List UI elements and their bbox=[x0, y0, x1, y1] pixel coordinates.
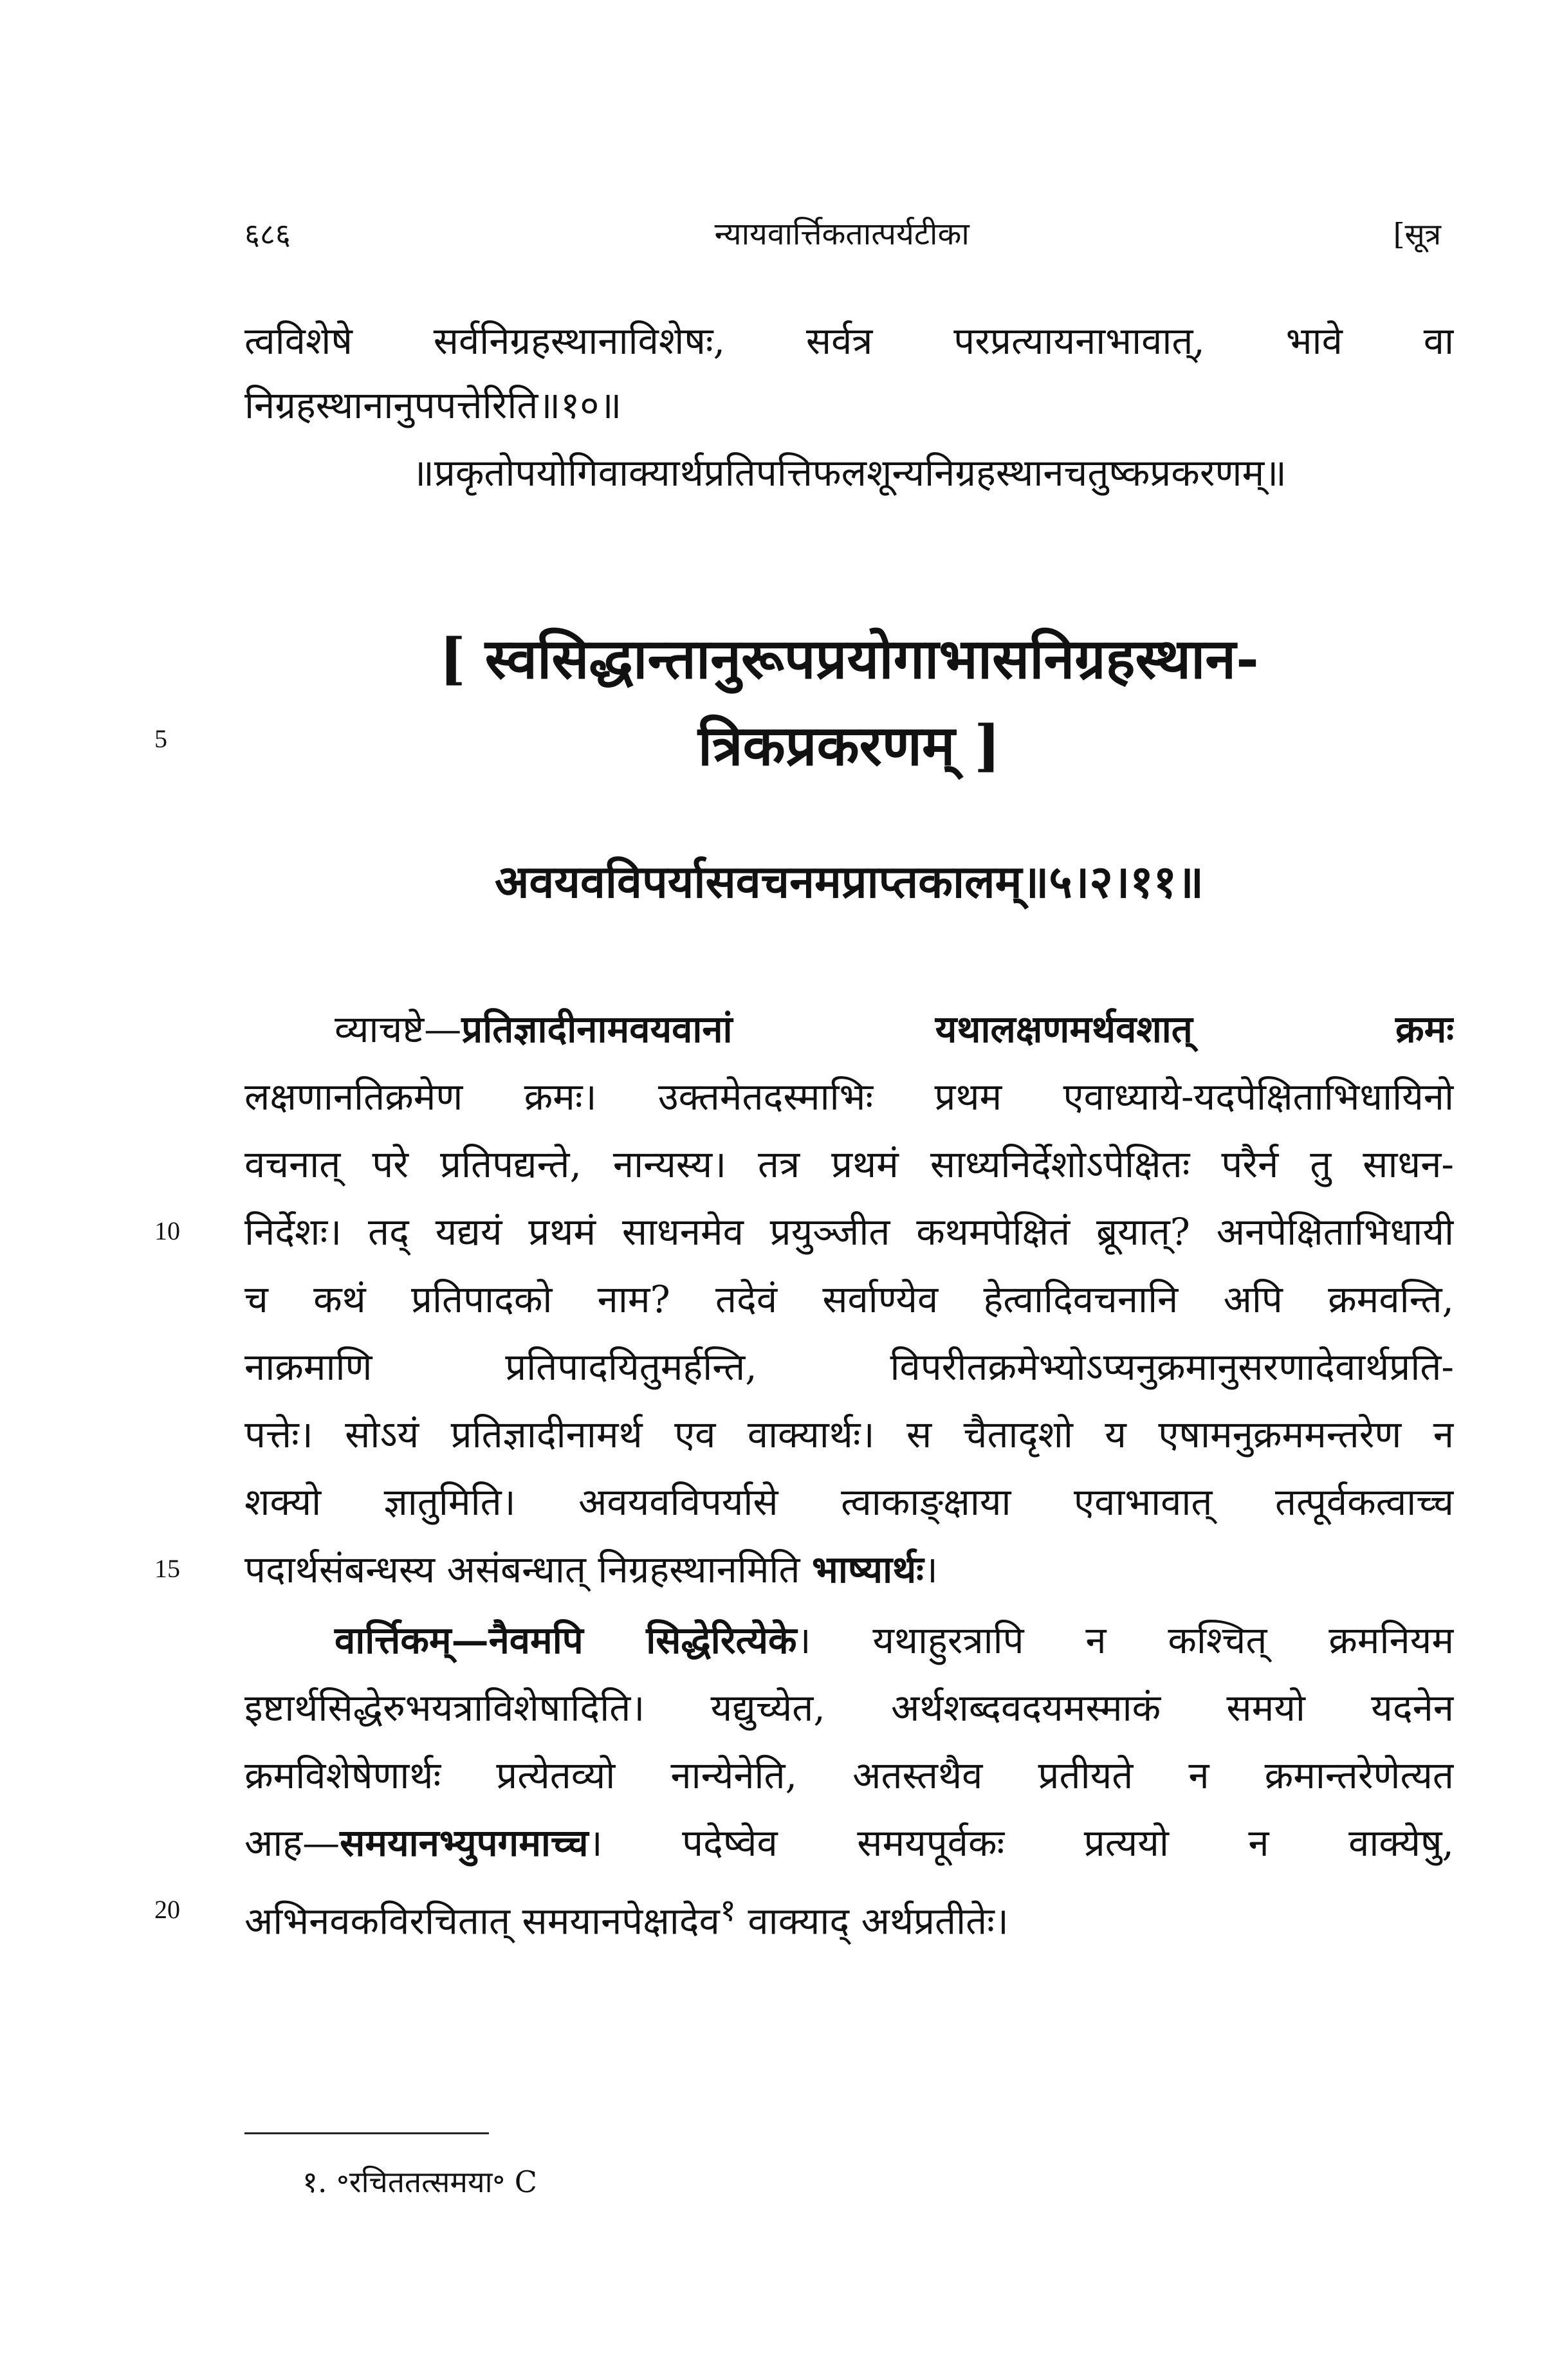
text-line: वचनात् परे प्रतिपद्यन्ते, नान्यस्य। तत्र प्रथमं साध्यनिर्देशोऽपेक्षितः परैर्न तु साधन- bbox=[244, 1142, 1454, 1186]
bold-text-run: वार्त्तिकम्—नैवमपि सिद्धेरित्येके bbox=[335, 1618, 797, 1662]
text-line: निग्रहस्थानानुपपत्तेरिति॥१०॥ bbox=[244, 383, 622, 427]
bold-text-run: प्रतिज्ञादीनामवयवानां यथालक्षणमर्थवशात् क्रमः bbox=[461, 1007, 1454, 1051]
text-line bbox=[244, 1611, 1454, 1669]
text-line bbox=[244, 1881, 1454, 1950]
text-run: । bbox=[923, 1548, 938, 1591]
text-line: त्वविशेषे सर्वनिग्रहस्थानाविशेषः, सर्वत्र परप्रत्यायनाभावात्, भावे वा bbox=[244, 319, 1454, 363]
section-title-line-1: [ स्वसिद्धान्तानुरूपप्रयोगाभासनिग्रहस्थान- bbox=[439, 627, 1259, 691]
text-run: आह— bbox=[244, 1821, 340, 1865]
text-line: लक्षणानतिक्रमेण क्रमः। उक्तमेतदस्माभिः प्रथम एवाध्याये-यदपेक्षिताभिधायिनो bbox=[244, 1075, 1454, 1119]
line-number: 5 bbox=[154, 724, 167, 753]
text-run: पदार्थसंबन्धस्य असंबन्धात् निग्रहस्थानमिति bbox=[244, 1548, 813, 1591]
bold-text-run: समयानभ्युपगमाच्च bbox=[340, 1821, 589, 1865]
text-line bbox=[244, 1000, 1454, 1058]
text-line: इष्टार्थसिद्धेरुभयत्राविशेषादिति। यद्युच्येत, अर्थशब्दवदयमस्माकं समयो यदनेन bbox=[244, 1686, 1454, 1730]
section-marker: [सूत्र bbox=[1393, 217, 1441, 252]
section-title-line-2: त्रिकप्रकरणम् ] bbox=[697, 713, 1001, 778]
text-run: अभिनवकविरचितात् समयानपेक्षादेव bbox=[244, 1899, 720, 1943]
text-line bbox=[244, 1814, 1454, 1872]
text-run: । यथाहुरत्रापि न कश्चित् क्रमनियम bbox=[796, 1618, 1454, 1662]
line-number: 20 bbox=[154, 1895, 180, 1924]
line-number: 15 bbox=[154, 1554, 180, 1583]
sutra-heading: अवयवविपर्यासवचनमप्राप्तकालम्॥५।२।११॥ bbox=[494, 855, 1204, 908]
bold-text-run: भाष्यार्थः bbox=[812, 1548, 924, 1591]
text-line: क्रमविशेषेणार्थः प्रत्येतव्यो नान्येनेति, अतस्तथैव प्रतीयते न क्रमान्तरेणेत्यत bbox=[244, 1753, 1454, 1797]
text-line: निर्देशः। तद् यद्ययं प्रथमं साधनमेव प्रयुञ्जीत कथमपेक्षितं ब्रूयात्? अनपेक्षिताभिधायी bbox=[244, 1210, 1454, 1254]
prakarana-colophon: ॥प्रकृतोपयोगिवाक्यार्थप्रतिपत्तिफलशून्यनिग्रहस्थानचतुष्कप्रकरणम्॥ bbox=[412, 451, 1287, 495]
text-run: वाक्याद् अर्थप्रतीतेः। bbox=[736, 1899, 1009, 1943]
footnote-rule bbox=[244, 2132, 489, 2134]
footnote: १. ॰रचिततत्समया॰ C bbox=[302, 2165, 537, 2199]
page-number: ६८६ bbox=[244, 217, 291, 252]
text-line: पत्तेः। सोऽयं प्रतिज्ञादीनामर्थ एव वाक्यार्थः। स चैतादृशो य एषामनुक्रममन्तरेण न bbox=[244, 1413, 1454, 1456]
text-line: नाक्रमाणि प्रतिपादयितुमर्हन्ति, विपरीतक्रमेभ्योऽप्यनुक्रमानुसरणादेवार्थप्रति- bbox=[244, 1345, 1454, 1389]
running-title: न्यायवार्त्तिकतात्पर्यटीका bbox=[714, 216, 970, 252]
text-run: । पदेष्वेव समयपूर्वकः प्रत्ययो न वाक्येषु, bbox=[588, 1821, 1454, 1865]
text-run: व्याचष्टे— bbox=[335, 1007, 462, 1051]
text-line: च कथं प्रतिपादको नाम? तदेवं सर्वाण्येव हेत्वादिवचनानि अपि क्रमवन्ति, bbox=[244, 1277, 1454, 1321]
line-number: 10 bbox=[154, 1216, 180, 1245]
text-line: शक्यो ज्ञातुमिति। अवयवविपर्यासे त्वाकाङ्क्षाया एवाभावात् तत्पूर्वकत्वाच्च bbox=[244, 1480, 1454, 1524]
running-header bbox=[244, 212, 1441, 254]
text-line bbox=[244, 1541, 1454, 1598]
footnote-marker: १ bbox=[719, 1892, 736, 1928]
